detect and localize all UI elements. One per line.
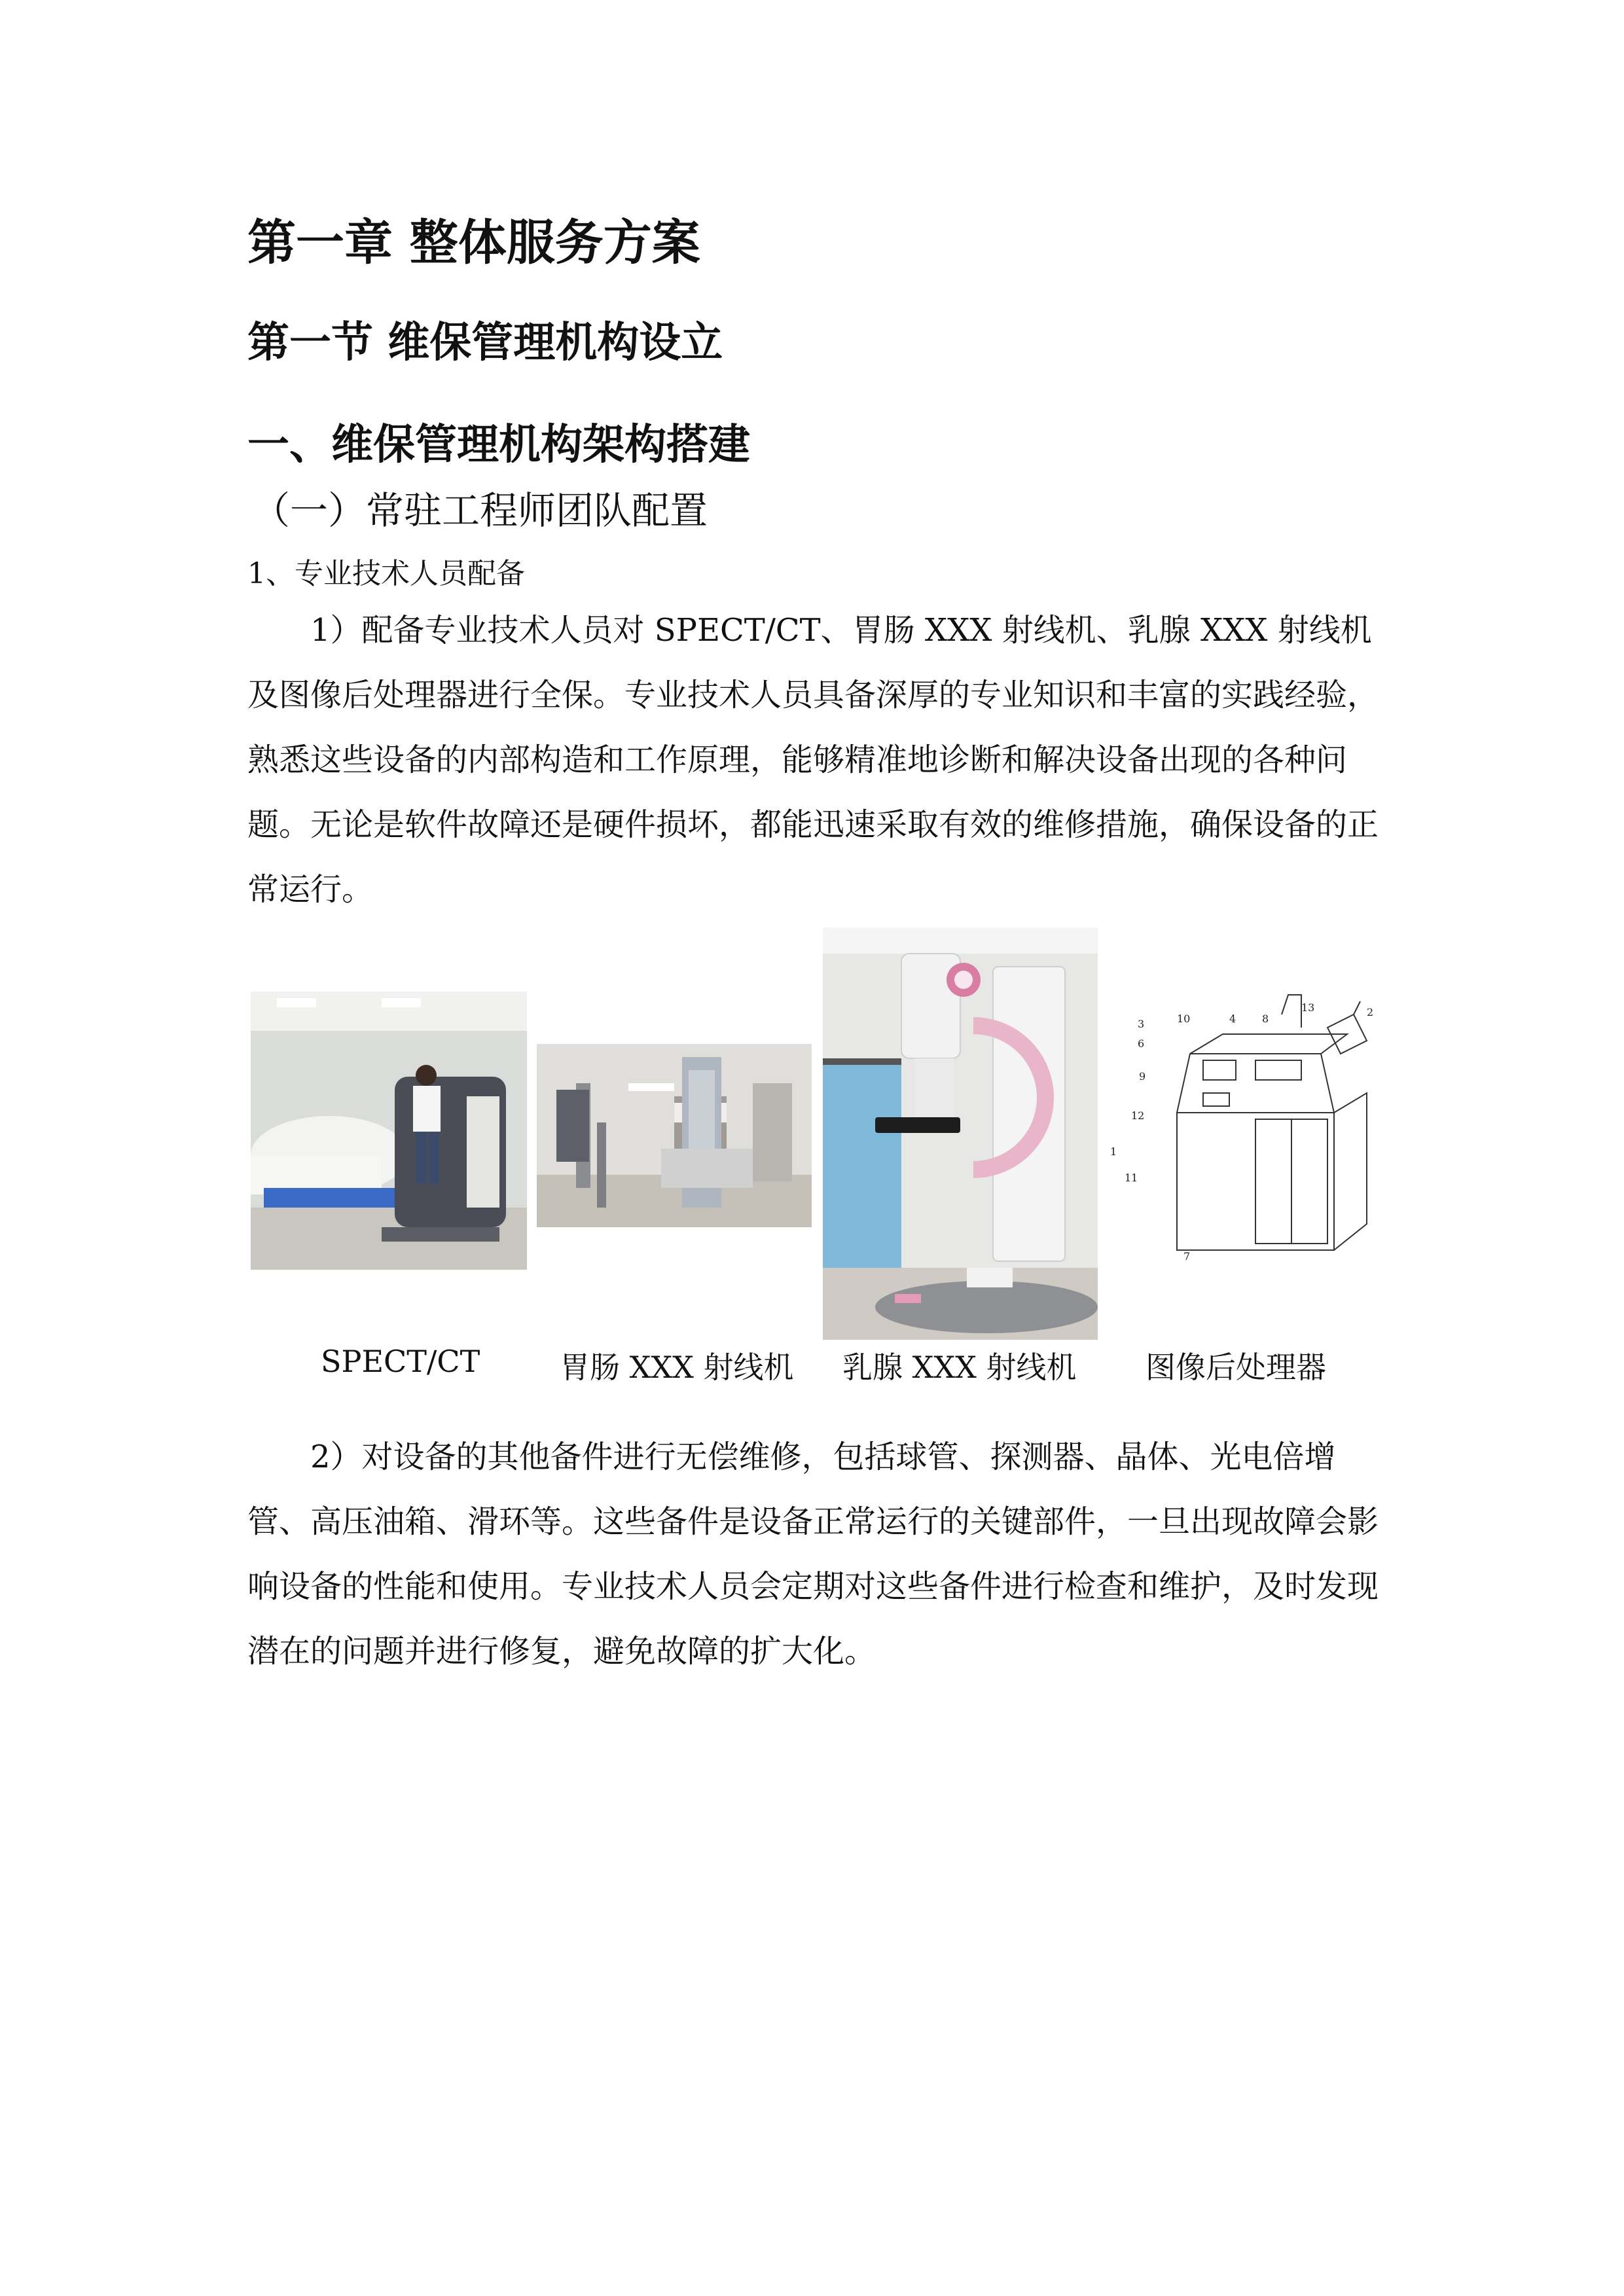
diagram-label: 9 [1139,1070,1146,1083]
diagram-label: 1 [1110,1145,1117,1158]
diagram-label: 4 [1229,1013,1236,1025]
gi-xray-photo [537,1044,812,1227]
diagram-label: 2 [1367,1006,1374,1018]
paragraph-2: 2）对设备的其他备件进行无偿维修，包括球管、探测器、晶体、光电倍增管、高压油箱、滑环等。这些备件是设备正常运行的关键部件，一旦出现故障会影响设备的性能和使用。专业技术人员会定期对这些备件进行检查和维护，及时发现潜在的问题并进行修复，避免故障的扩大化。 [247,1439,1379,1670]
subitem-title: 1、专业技术人员配备 [247,557,525,590]
diagram-label: 12 [1131,1109,1145,1122]
item-title: （一）常驻工程师团队配置 [252,488,708,533]
diagram-label: 11 [1125,1172,1138,1184]
diagram-label: 7 [1183,1250,1191,1263]
diagram-label: 13 [1301,1001,1315,1014]
caption-spect-ct: SPECT/CT [321,1344,480,1379]
diagram-label: 8 [1262,1013,1269,1025]
diagram-label: 3 [1138,1018,1145,1030]
image-processor-diagram [1105,988,1393,1276]
chapter-title: 第一章 整体服务方案 [247,215,700,271]
mammography-photo [823,927,1098,1340]
spect-ct-photo [251,992,527,1270]
subsection-title: 一、维保管理机构架构搭建 [247,421,750,469]
caption-image-processor: 图像后处理器 [1146,1350,1326,1385]
paragraph-1: 1）配备专业技术人员对 SPECT/CT、胃肠 XXX 射线机、乳腺 XXX 射线机及图像后处理器进行全保。专业技术人员具备深厚的专业知识和丰富的实践经验，熟悉这些设备的内部构造和工作原理，能够精准地诊断和解决设备出现的各种问题。无论是软件故障还是硬件损坏，都能迅速采取有效的维修措施，确保设备的正常运行。 [247,612,1379,908]
caption-mammography: 乳腺 XXX 射线机 [842,1350,1077,1385]
diagram-label: 6 [1138,1037,1145,1050]
caption-gi-xray: 胃肠 XXX 射线机 [560,1350,794,1385]
diagram-label: 10 [1177,1013,1191,1025]
section-title: 第一节 维保管理机构设立 [247,319,723,367]
